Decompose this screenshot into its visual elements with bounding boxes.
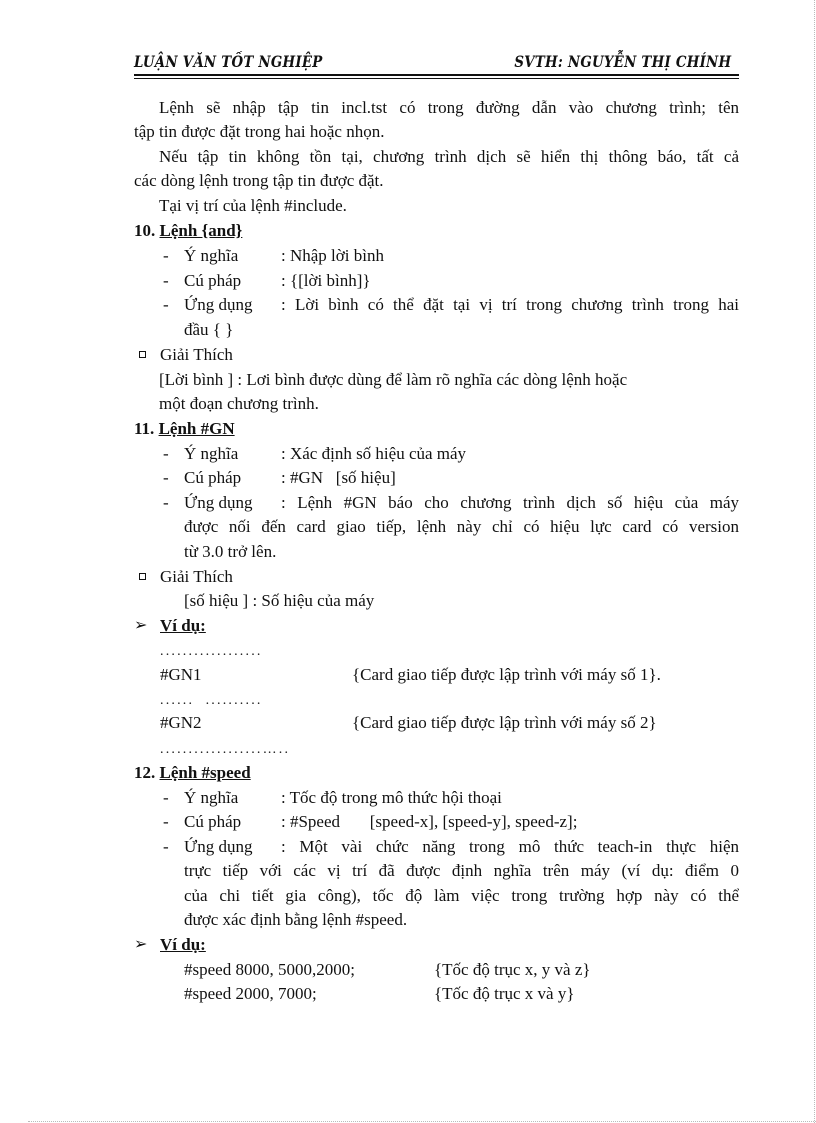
bullet-dash: - (163, 837, 169, 856)
sec10-explain-line-2: một đoạn chương trình. (159, 394, 319, 413)
sec11-syntax-label: Cú pháp (184, 468, 242, 487)
sec11-example-2-note: {Card giao tiếp được lập trình với máy số 2} (352, 713, 657, 732)
sec12-usage-label: Ứng dụng (184, 837, 253, 856)
header-rule-thin (134, 78, 739, 79)
square-bullet-icon (139, 351, 146, 358)
square-bullet-icon (139, 573, 146, 580)
sec11-example-2-code: #GN2 (160, 713, 202, 732)
intro-line-3: Nếu tập tin không tồn tại, chương trình dịch sẽ hiển thị thông báo, tất cả (159, 147, 739, 166)
section-11-heading (134, 417, 235, 442)
page-header (134, 50, 731, 74)
sec12-syntax-text: : #Speed [speed-x], [speed-y], speed-z]; (281, 812, 578, 831)
sec12-usage-text-1: : Một vài chức năng trong mô thức teach-in thực hiện (281, 837, 739, 856)
sec11-meaning-text: : Xác định số hiệu của máy (281, 444, 467, 463)
ellipsis-dots: ..................….. (160, 742, 291, 757)
ellipsis-dots: .................. (160, 644, 263, 659)
section-12-number: 12. (134, 763, 156, 782)
page-border-right (814, 0, 815, 1123)
sec12-example-1-code: #speed 8000, 5000,2000; (184, 960, 355, 979)
sec10-syntax-label: Cú pháp (184, 271, 242, 290)
sec10-usage-text-2: đầu { } (184, 320, 234, 339)
sec11-example-title-text: Ví dụ: (160, 616, 206, 635)
section-12-heading (134, 761, 251, 786)
sec11-example-1-note: {Card giao tiếp được lập trình với máy số 1}. (352, 665, 661, 684)
sec11-usage-label: Ứng dụng (184, 493, 253, 512)
arrow-bullet-icon: ➢ (134, 617, 148, 634)
ellipsis-dots: ...... .......... (160, 693, 263, 708)
bullet-dash: - (163, 246, 169, 265)
sec12-usage-text-3: của chi tiết gia công), tốc độ làm việc trong trường hợp này có thể (184, 886, 739, 905)
bullet-dash: - (163, 468, 169, 487)
sec11-usage-text-2: được nối đến card giao tiếp, lệnh này chỉ có hiệu lực card có version (184, 517, 739, 536)
intro-line-1: Lệnh sẽ nhập tập tin incl.tst có trong đường dẫn vào chương trình; tên (159, 98, 739, 117)
sec10-meaning-text: : Nhập lời bình (281, 246, 384, 265)
sec12-meaning-label: Ý nghĩa (184, 788, 239, 807)
header-rule-thick (134, 74, 739, 76)
sec12-example-title-text: Ví dụ: (160, 935, 206, 954)
header-thesis-title: LUẬN VĂN TỐT NGHIỆP (134, 52, 323, 71)
bullet-dash: - (163, 444, 169, 463)
sec12-example-2-note: {Tốc độ trục x và y} (434, 984, 575, 1003)
intro-line-4: các dòng lệnh trong tập tin được đặt. (134, 171, 384, 190)
sec10-usage-text-1: : Lời bình có thể đặt tại vị trí trong chương trình trong hai (281, 295, 739, 314)
sec10-explain-line-1: [Lời bình ] : Lơi bình được dùng để làm rõ nghĩa các dòng lệnh hoặc (159, 370, 628, 389)
sec10-usage-label: Ứng dụng (184, 295, 253, 314)
sec11-usage-text-1: : Lệnh #GN báo cho chương trình dịch số hiệu của máy (281, 493, 739, 512)
bullet-dash: - (163, 271, 169, 290)
bullet-dash: - (163, 295, 169, 314)
section-10-title: Lệnh {and} (159, 221, 243, 240)
sec11-usage-text-3: từ 3.0 trở lên. (184, 542, 277, 561)
sec10-syntax-text: : {[lời bình]} (281, 271, 371, 290)
sec12-example-title (160, 933, 206, 958)
sec11-syntax-text: : #GN [số hiệu] (281, 468, 396, 487)
intro-line-5: Tại vị trí của lệnh #include. (159, 196, 347, 215)
sec11-explain-title: Giải Thích (160, 567, 233, 586)
sec11-example-1-code: #GN1 (160, 665, 202, 684)
header-student-name: SVTH: NGUYỄN THỊ CHÍNH (513, 52, 731, 71)
sec12-usage-text-4: được xác định bằng lệnh #speed. (184, 910, 408, 929)
sec12-meaning-text: : Tốc độ trong mô thức hội thoại (281, 788, 502, 807)
sec12-example-2-code: #speed 2000, 7000; (184, 984, 317, 1003)
bullet-dash: - (163, 788, 169, 807)
arrow-bullet-icon: ➢ (134, 936, 148, 953)
section-10-number: 10. (134, 221, 156, 240)
bullet-dash: - (163, 812, 169, 831)
page-border-bottom (28, 1121, 816, 1122)
sec12-example-1-note: {Tốc độ trục x, y và z} (434, 960, 591, 979)
section-10-heading (134, 219, 242, 244)
sec11-meaning-label: Ý nghĩa (184, 444, 239, 463)
intro-line-2: tập tin được đặt trong hai hoặc nhọn. (134, 122, 385, 141)
sec11-explain-line-1: [số hiệu ] : Số hiệu của máy (184, 591, 375, 610)
bullet-dash: - (163, 493, 169, 512)
section-11-number: 11. (134, 419, 155, 438)
sec10-explain-title: Giải Thích (160, 345, 233, 364)
section-11-title: Lệnh #GN (158, 419, 235, 438)
section-12-title: Lệnh #speed (159, 763, 251, 782)
sec10-meaning-label: Ý nghĩa (184, 246, 239, 265)
sec12-usage-text-2: trực tiếp với các vị trí đã được định nghĩa trên máy (ví dụ: điểm 0 (184, 861, 739, 880)
sec12-syntax-label: Cú pháp (184, 812, 242, 831)
sec11-example-title (160, 614, 206, 639)
